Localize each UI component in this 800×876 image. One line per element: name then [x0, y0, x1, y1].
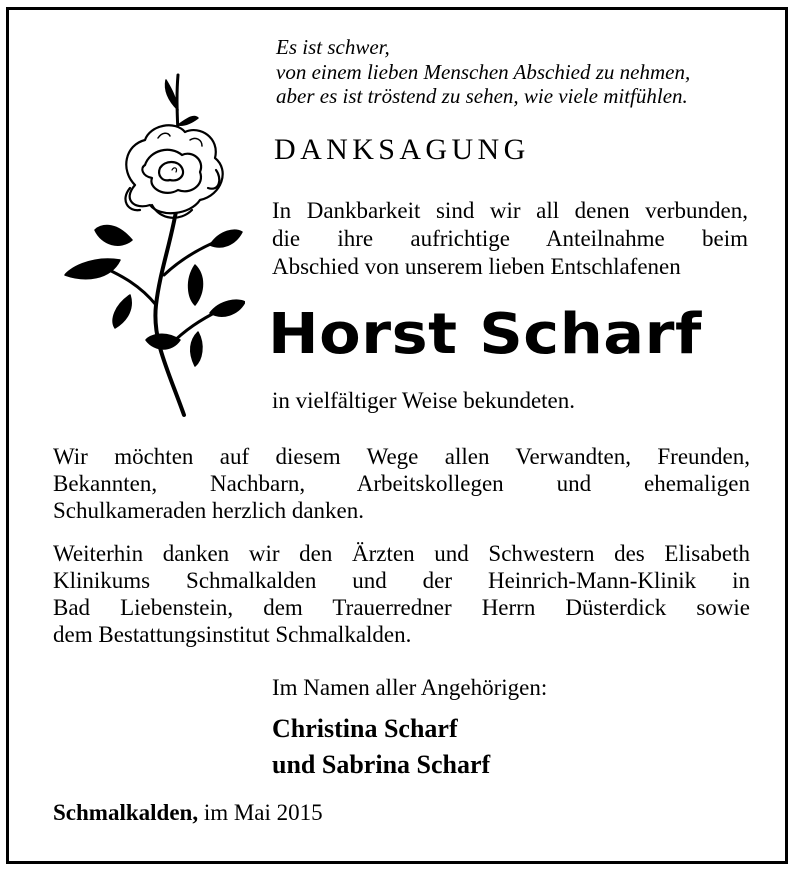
paragraph-line: dem Bestattungsinstitut Schmalkalden. — [53, 622, 412, 647]
intro-line: die ihre aufrichtige Anteilnahme beim — [272, 226, 748, 251]
place-town: Schmalkalden, — [53, 800, 199, 825]
intro-line: Abschied von unserem lieben Entschlafenen — [272, 254, 681, 279]
page-title: DANKSAGUNG — [274, 133, 530, 166]
further-thanks-paragraph — [53, 540, 750, 648]
deceased-name: Horst Scharf — [268, 302, 702, 367]
paragraph-line: Bekannten, Nachbarn, Arbeitskollegen und ehemaligen — [53, 471, 750, 496]
quote-line: von einem lieben Menschen Abschied zu nehmen, — [276, 59, 691, 84]
signer-name: und Sabrina Scharf — [272, 750, 491, 779]
quote-line: Es ist schwer, — [276, 35, 390, 59]
thanks-paragraph — [53, 443, 750, 524]
signers — [272, 711, 490, 783]
paragraph-line: Schulkameraden herzlich danken. — [53, 498, 365, 523]
paragraph-line: Weiterhin danken wir den Ärzten und Schwestern des Elisabeth — [53, 541, 750, 566]
quote-line: aber es ist tröstend zu sehen, wie viele mitfühlen. — [276, 84, 688, 108]
signer-name: Christina Scharf — [272, 714, 458, 743]
paragraph-line: Wir möchten auf diesem Wege allen Verwandten, Freunden, — [53, 444, 750, 469]
place-date-text: im Mai 2015 — [203, 800, 323, 825]
signature-intro: Im Namen aller Angehörigen: — [272, 675, 548, 700]
intro-text — [272, 197, 748, 281]
paragraph-line: Bad Liebenstein, dem Trauerredner Herrn Düsterdick sowie — [53, 595, 750, 620]
rose-icon — [60, 70, 245, 420]
paragraph-line: Klinikums Schmalkalden und der Heinrich-Mann-Klinik in — [53, 568, 750, 593]
quote — [276, 35, 690, 109]
place-date — [53, 800, 323, 826]
after-name-text: in vielfältiger Weise bekundeten. — [272, 388, 576, 413]
intro-line: In Dankbarkeit sind wir all denen verbunden, — [272, 198, 748, 223]
